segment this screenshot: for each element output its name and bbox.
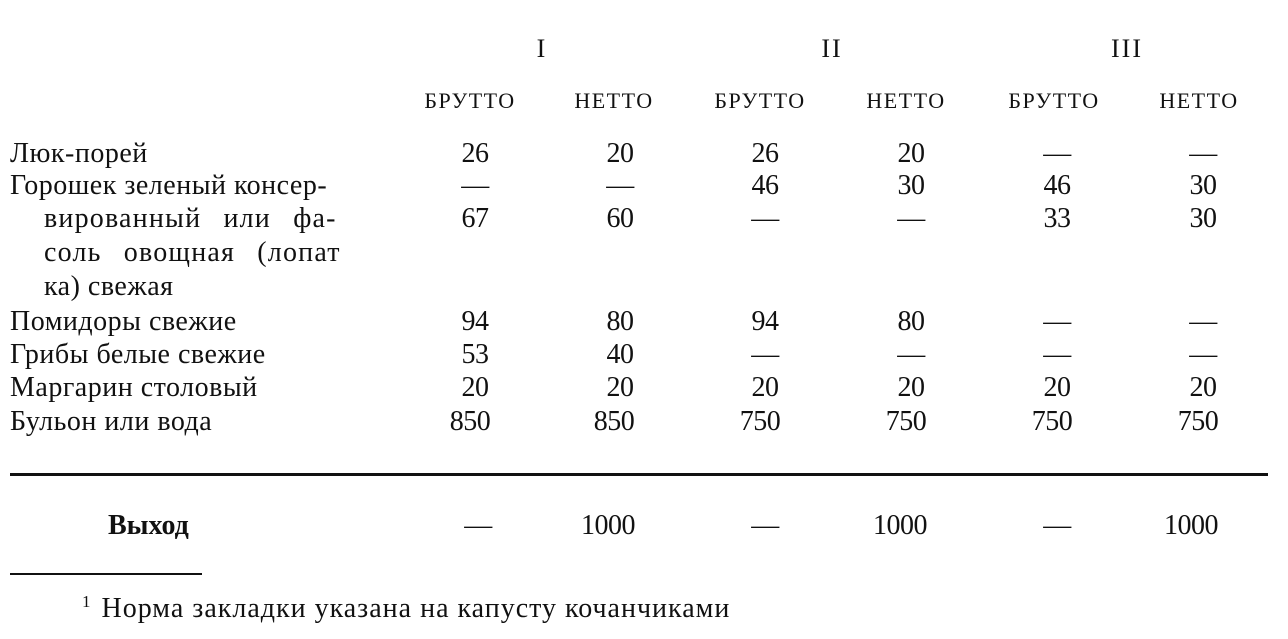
yield-cell: — — [751, 510, 779, 541]
table-cell: 30 — [897, 170, 925, 201]
yield-cell: 1000 — [581, 510, 635, 541]
table-cell: — — [461, 170, 489, 201]
table-cell: 30 — [1189, 203, 1217, 234]
table-cell: 20 — [606, 138, 634, 169]
row-label-peas: Горошек зеленый консер- — [10, 170, 328, 201]
table-cell: 20 — [751, 372, 779, 403]
row-label-tomatoes: Помидоры свежие — [10, 306, 237, 337]
yield-cell: 1000 — [1164, 510, 1218, 541]
table-cell: 94 — [461, 306, 489, 337]
table-cell: 30 — [1189, 170, 1217, 201]
table-cell: 67 — [461, 203, 489, 234]
table-cell: 53 — [461, 339, 489, 370]
table-cell: — — [1043, 339, 1071, 370]
table-cell: 80 — [606, 306, 634, 337]
yield-cell: 1000 — [873, 510, 927, 541]
table-cell: — — [1189, 306, 1217, 337]
subheader-netto-3: НЕТТО — [1159, 88, 1239, 113]
table-cell: 20 — [897, 372, 925, 403]
table-cell: 26 — [461, 138, 489, 169]
table-cell: — — [751, 339, 779, 370]
table-cell: 750 — [885, 406, 927, 437]
footnote-divider — [10, 573, 202, 575]
table-cell: — — [1189, 138, 1217, 169]
row-label-margarine: Маргарин столовый — [10, 372, 258, 403]
yield-label: Выход — [108, 510, 189, 541]
group-header-3: III — [1111, 34, 1143, 63]
table-cell: — — [897, 203, 925, 234]
table-cell: 94 — [751, 306, 779, 337]
table-cell: — — [606, 170, 634, 201]
table-cell: 40 — [606, 339, 634, 370]
table-cell: 46 — [1043, 170, 1071, 201]
table-cell: 750 — [1177, 406, 1219, 437]
table-cell: 850 — [593, 406, 635, 437]
table-cell: 20 — [897, 138, 925, 169]
yield-cell: — — [464, 510, 492, 541]
table-cell: 20 — [1043, 372, 1071, 403]
table-cell: 750 — [1031, 406, 1073, 437]
table-cell: 20 — [461, 372, 489, 403]
table-cell: — — [751, 203, 779, 234]
table-cell: — — [1043, 306, 1071, 337]
subheader-brutto-3: БРУТТО — [1008, 88, 1100, 113]
row-label-leek: Люк-порей — [10, 138, 148, 169]
yield-cell: — — [1043, 510, 1071, 541]
subheader-netto-2: НЕТТО — [866, 88, 946, 113]
table-cell: — — [1043, 138, 1071, 169]
row-label-mushrooms: Грибы белые свежие — [10, 339, 266, 370]
row-label-broth: Бульон или вода — [10, 406, 213, 437]
footnote — [82, 592, 730, 625]
table-cell: 80 — [897, 306, 925, 337]
row-label-beans-line-2: соль овощная (лопат — [44, 237, 341, 268]
table-cell: 26 — [751, 138, 779, 169]
table-cell: — — [897, 339, 925, 370]
footnote-text: Норма закладки указана на капусту кочанчиками — [101, 593, 731, 624]
table-divider — [10, 473, 1268, 476]
table-cell: 850 — [449, 406, 491, 437]
table-cell: — — [1189, 339, 1217, 370]
table-cell: 750 — [739, 406, 781, 437]
group-header-1: I — [536, 34, 548, 63]
subheader-brutto-2: БРУТТО — [714, 88, 806, 113]
footnote-mark: 1 — [82, 592, 92, 611]
table-cell: 20 — [606, 372, 634, 403]
subheader-netto-1: НЕТТО — [574, 88, 654, 113]
table-cell: 33 — [1043, 203, 1071, 234]
table-cell: 46 — [751, 170, 779, 201]
row-label-beans-line-1: вированный или фа- — [44, 203, 337, 234]
subheader-brutto-1: БРУТТО — [424, 88, 516, 113]
group-header-2: II — [821, 34, 843, 63]
table-cell: 20 — [1189, 372, 1217, 403]
table-cell: 60 — [606, 203, 634, 234]
row-label-beans-line-3: ка) свежая — [44, 271, 174, 302]
